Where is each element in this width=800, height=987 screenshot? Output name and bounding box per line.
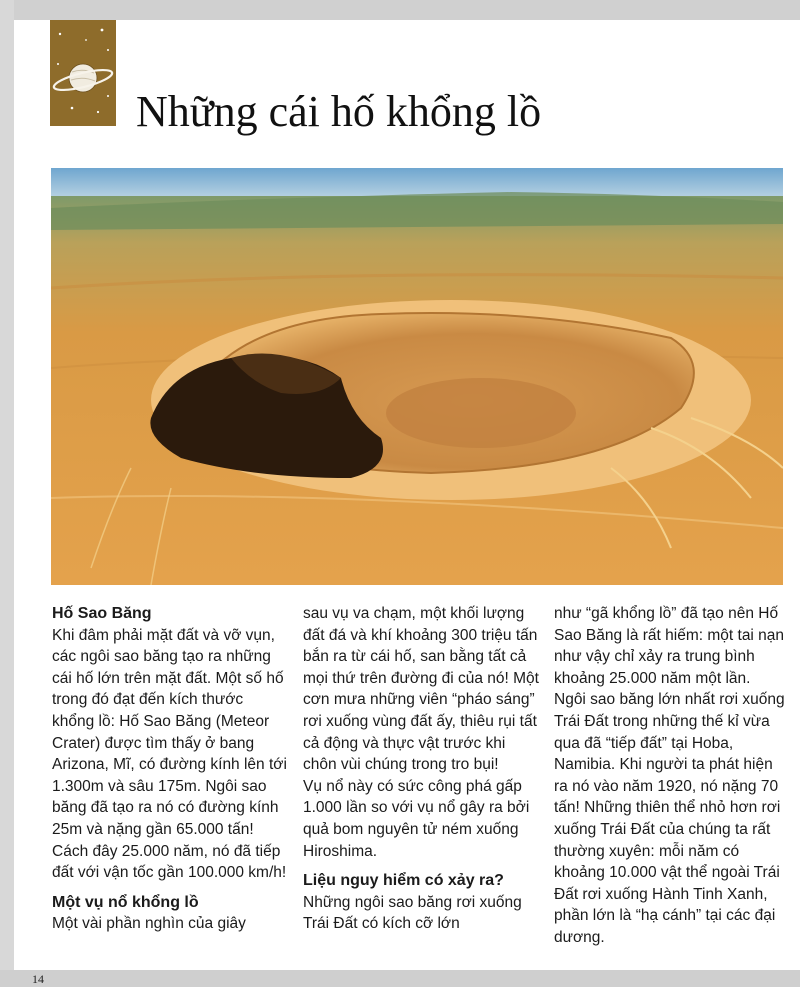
text-column-3 xyxy=(554,603,786,949)
section-heading-meteor-crater: Hố Sao Băng xyxy=(52,605,152,622)
section-heading-explosion: Một vụ nổ khổng lồ xyxy=(52,893,199,911)
planet-icon xyxy=(50,20,116,126)
page-title: Những cái hố khổng lồ xyxy=(136,87,542,136)
section-badge xyxy=(50,20,116,126)
scan-border-left xyxy=(0,0,14,987)
paragraph-danger-start: Những ngôi sao băng rơi xuống Trái Đất có kích cỡ lớn xyxy=(303,893,522,933)
paragraph-meteor-crater: Khi đâm phải mặt đất và vỡ vụn, các ngôi sao băng tạo ra những cái hố lớn trên mặt đất. Một số hố trong đó đạt đến kích thước khổng lồ: Hố Sao Băng (Meteor Crater) được tìm thấy ở bang Arizona, Mĩ, có đường kính lên tới 1.300m và sâu 175m. Ngôi sao băng đã tạo ra nó có đường kính 25m và nặng gần 65.000 tấn! Cách đây 25.000 năm, nó đã tiếp đất với vận tốc gần 100.000 km/h! xyxy=(52,626,287,882)
text-column-2 xyxy=(303,603,539,935)
scan-border-top xyxy=(0,0,800,20)
page-number: 14 xyxy=(32,972,44,986)
meteor-crater-photo xyxy=(51,168,783,585)
paragraph-danger-continued: như “gã khổng lồ” đã tạo nên Hố Sao Băng là rất hiếm: một tai nạn như vậy chỉ xảy ra trung bình khoảng 25.000 năm một lần. Ngôi sao băng lớn nhất rơi xuống Trái Đất trong những thế kỉ vừa qua đã “tiếp đất” tại Hoba, Namibia. Khi người ta phát hiện ra nó vào năm 1920, nó nặng 70 tấn! Những thiên thể nhỏ hơn rơi xuống Trái Đất của chúng ta rất thường xuyên: mỗi năm có khoảng 10.000 vật thể ngoài Trái Đất rơi xuống Hành Tinh Xanh, phần lớn là “hạ cánh” tại các đại dương. xyxy=(554,605,785,946)
paragraph-explosion-continued: sau vụ va chạm, một khối lượng đất đá và khí khoảng 300 triệu tấn bắn ra từ cái hố, san bằng tất cả mọi thứ trên đường đi của nó! Một cơn mưa những viên “pháo sáng” rơi xuống vùng đất ấy, thiêu rụi tất cả động và thực vật trước khi chôn vùi chúng trong tro bụi! xyxy=(303,605,539,774)
paragraph-hiroshima-comparison: Vụ nổ này có sức công phá gấp 1.000 lần so với vụ nổ gây ra bởi quả bom nguyên tử ném xuống Hiroshima. xyxy=(303,777,530,860)
text-column-1 xyxy=(52,603,288,935)
paragraph-explosion-start: Một vài phần nghìn của giây xyxy=(52,915,246,933)
scan-border-bottom xyxy=(0,970,800,987)
book-page xyxy=(14,20,800,986)
section-heading-danger: Liệu nguy hiểm có xảy ra? xyxy=(303,872,504,890)
